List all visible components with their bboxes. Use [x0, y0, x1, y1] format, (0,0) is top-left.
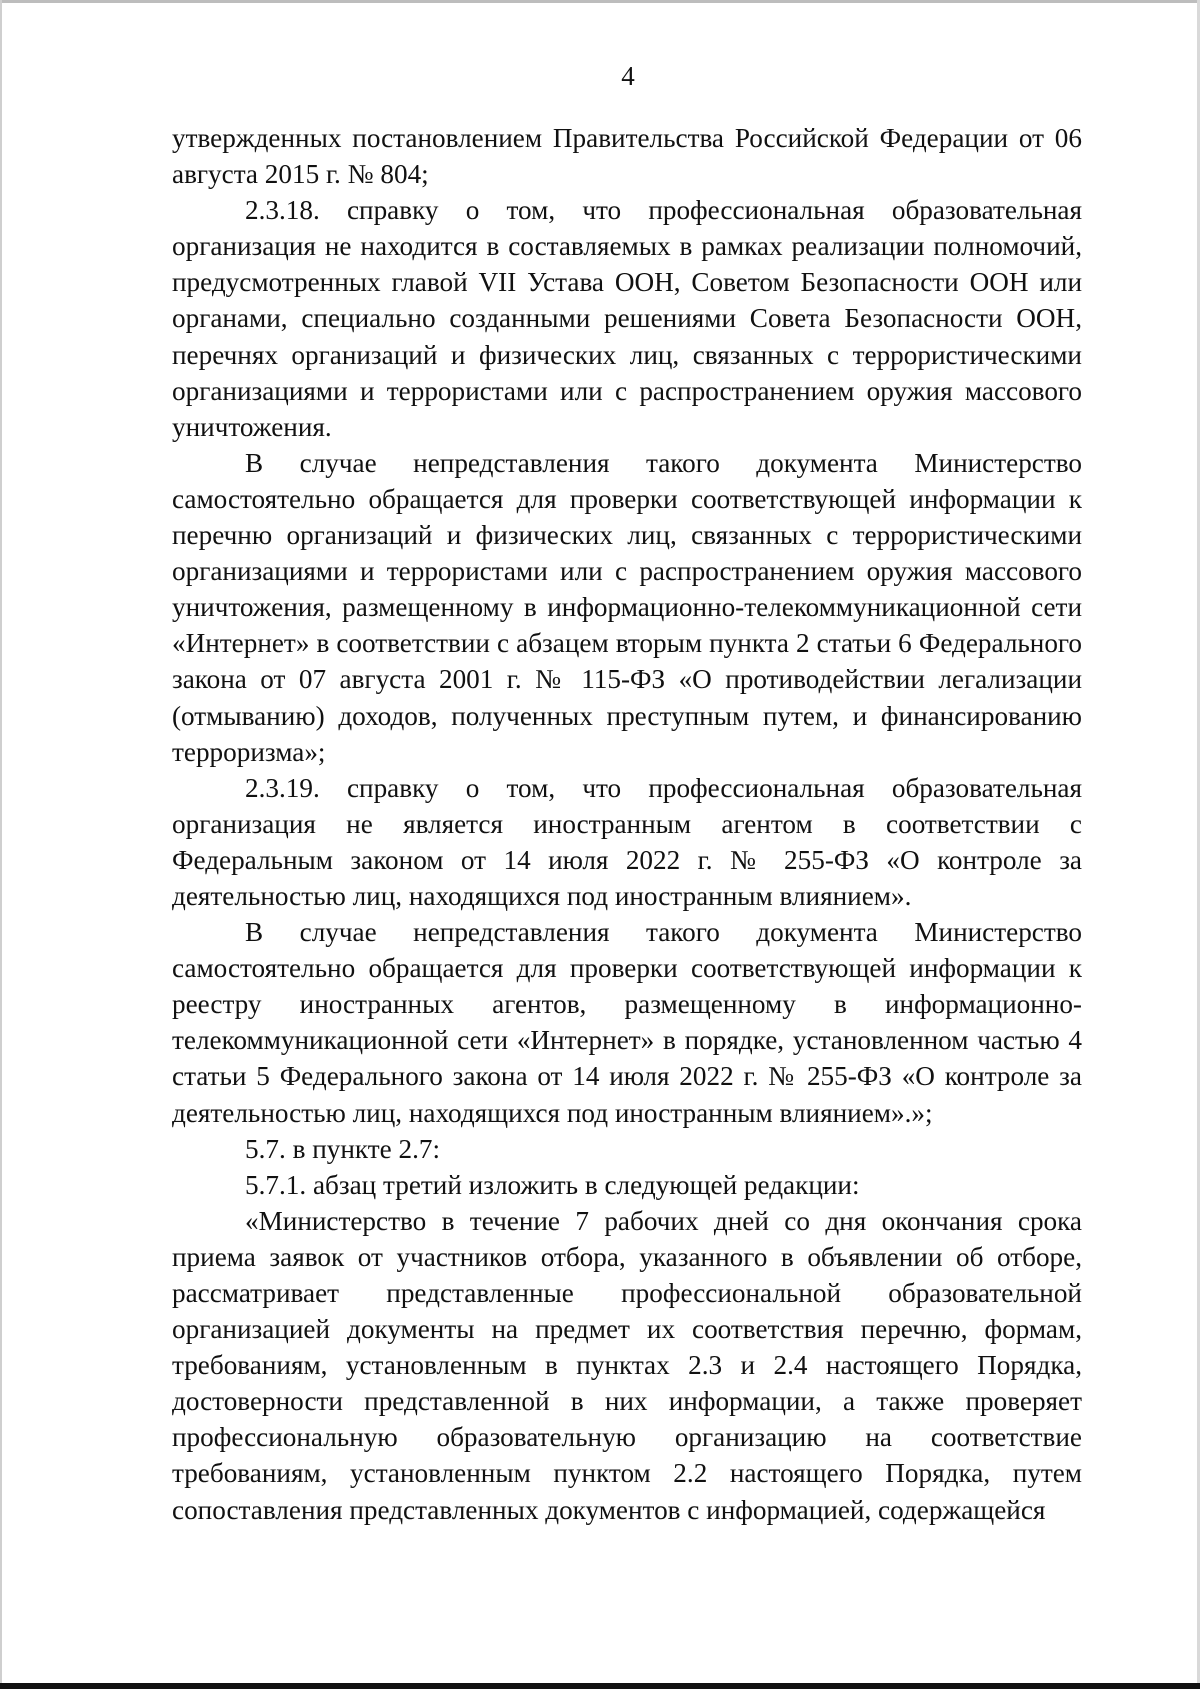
paragraph-new-wording: «Министерство в течение 7 рабочих дней со дня окончания срока приема заявок от участников отбора, указанного в объявлении об отборе, рассматривает представленные профессиональной образовательной организацией документы на предмет их соответствия перечню, формам, требованиям, установленным в пунктах 2.3 и 2.4 настоящего Порядка, достоверности представленной в них информации, а также проверяет профессиональную образовательную организацию на соответствие требованиям, установленным пунктом 2.2 настоящего Порядка, путем сопоставления представленных документов с информацией, содержащейся: [172, 1205, 1082, 1525]
paragraph-ministry-check-foreign-agents: В случае непредставления такого документа Министерство самостоятельно обращается для проверки соответствующей информации к реестру иностранных агентов, размещенному в информационно-телекоммуникационной сети «Интернет» в порядке, установленном частью 4 статьи 5 Федерального закона от 14 июля 2022 г. № 255-ФЗ «О контроле за деятельностью лиц, находящихся под иностранным влиянием».»;: [172, 917, 1082, 1128]
document-body: [172, 120, 1082, 1528]
scan-edge-left: [0, 0, 2, 1689]
paragraph-ministry-check-terrorism: В случае непредставления такого документа Министерство самостоятельно обращается для проверки соответствующей информации к перечню организаций и физических лиц, связанных с террористическими организациями и террористами или с распространением оружия массового уничтожения, размещенному в информационно-телекоммуникационной сети «Интернет» в соответствии с абзацем вторым пункта 2 статьи 6 Федерального закона от 07 августа 2001 г. № 115-ФЗ «О противодействии легализации (отмыванию) доходов, полученных преступным путем, и финансированию терроризма»;: [172, 447, 1082, 767]
paragraph-continuation: утвержденных постановлением Правительства Российской Федерации от 06 августа 2015 г. № 804;: [172, 123, 1082, 190]
paragraph-item-2-3-18: 2.3.18. справку о том, что профессиональная образовательная организация не находится в составляемых в рамках реализации полномочий, предусмотренных главой VII Устава ООН, Советом Безопасности ООН или органами, специально созданными решениями Совета Безопасности ООН, перечнях организаций и физических лиц, связанных с террористическими организациями и террористами или с распространением оружия массового уничтожения.: [172, 195, 1082, 442]
paragraph-item-5-7: 5.7. в пункте 2.7:: [245, 1133, 441, 1164]
paragraph-item-2-3-19: 2.3.19. справку о том, что профессиональная образовательная организация не является иностранным агентом в соответствии с Федеральным законом от 14 июля 2022 г. № 255-ФЗ «О контроле за деятельностью лиц, находящихся под иностранным влиянием».: [172, 772, 1082, 911]
scan-edge-top: [0, 0, 1200, 3]
scan-edge-bottom: [0, 1683, 1200, 1689]
page-number: 4: [621, 61, 635, 91]
paragraph-item-5-7-1: 5.7.1. абзац третий изложить в следующей редакции:: [245, 1169, 860, 1200]
